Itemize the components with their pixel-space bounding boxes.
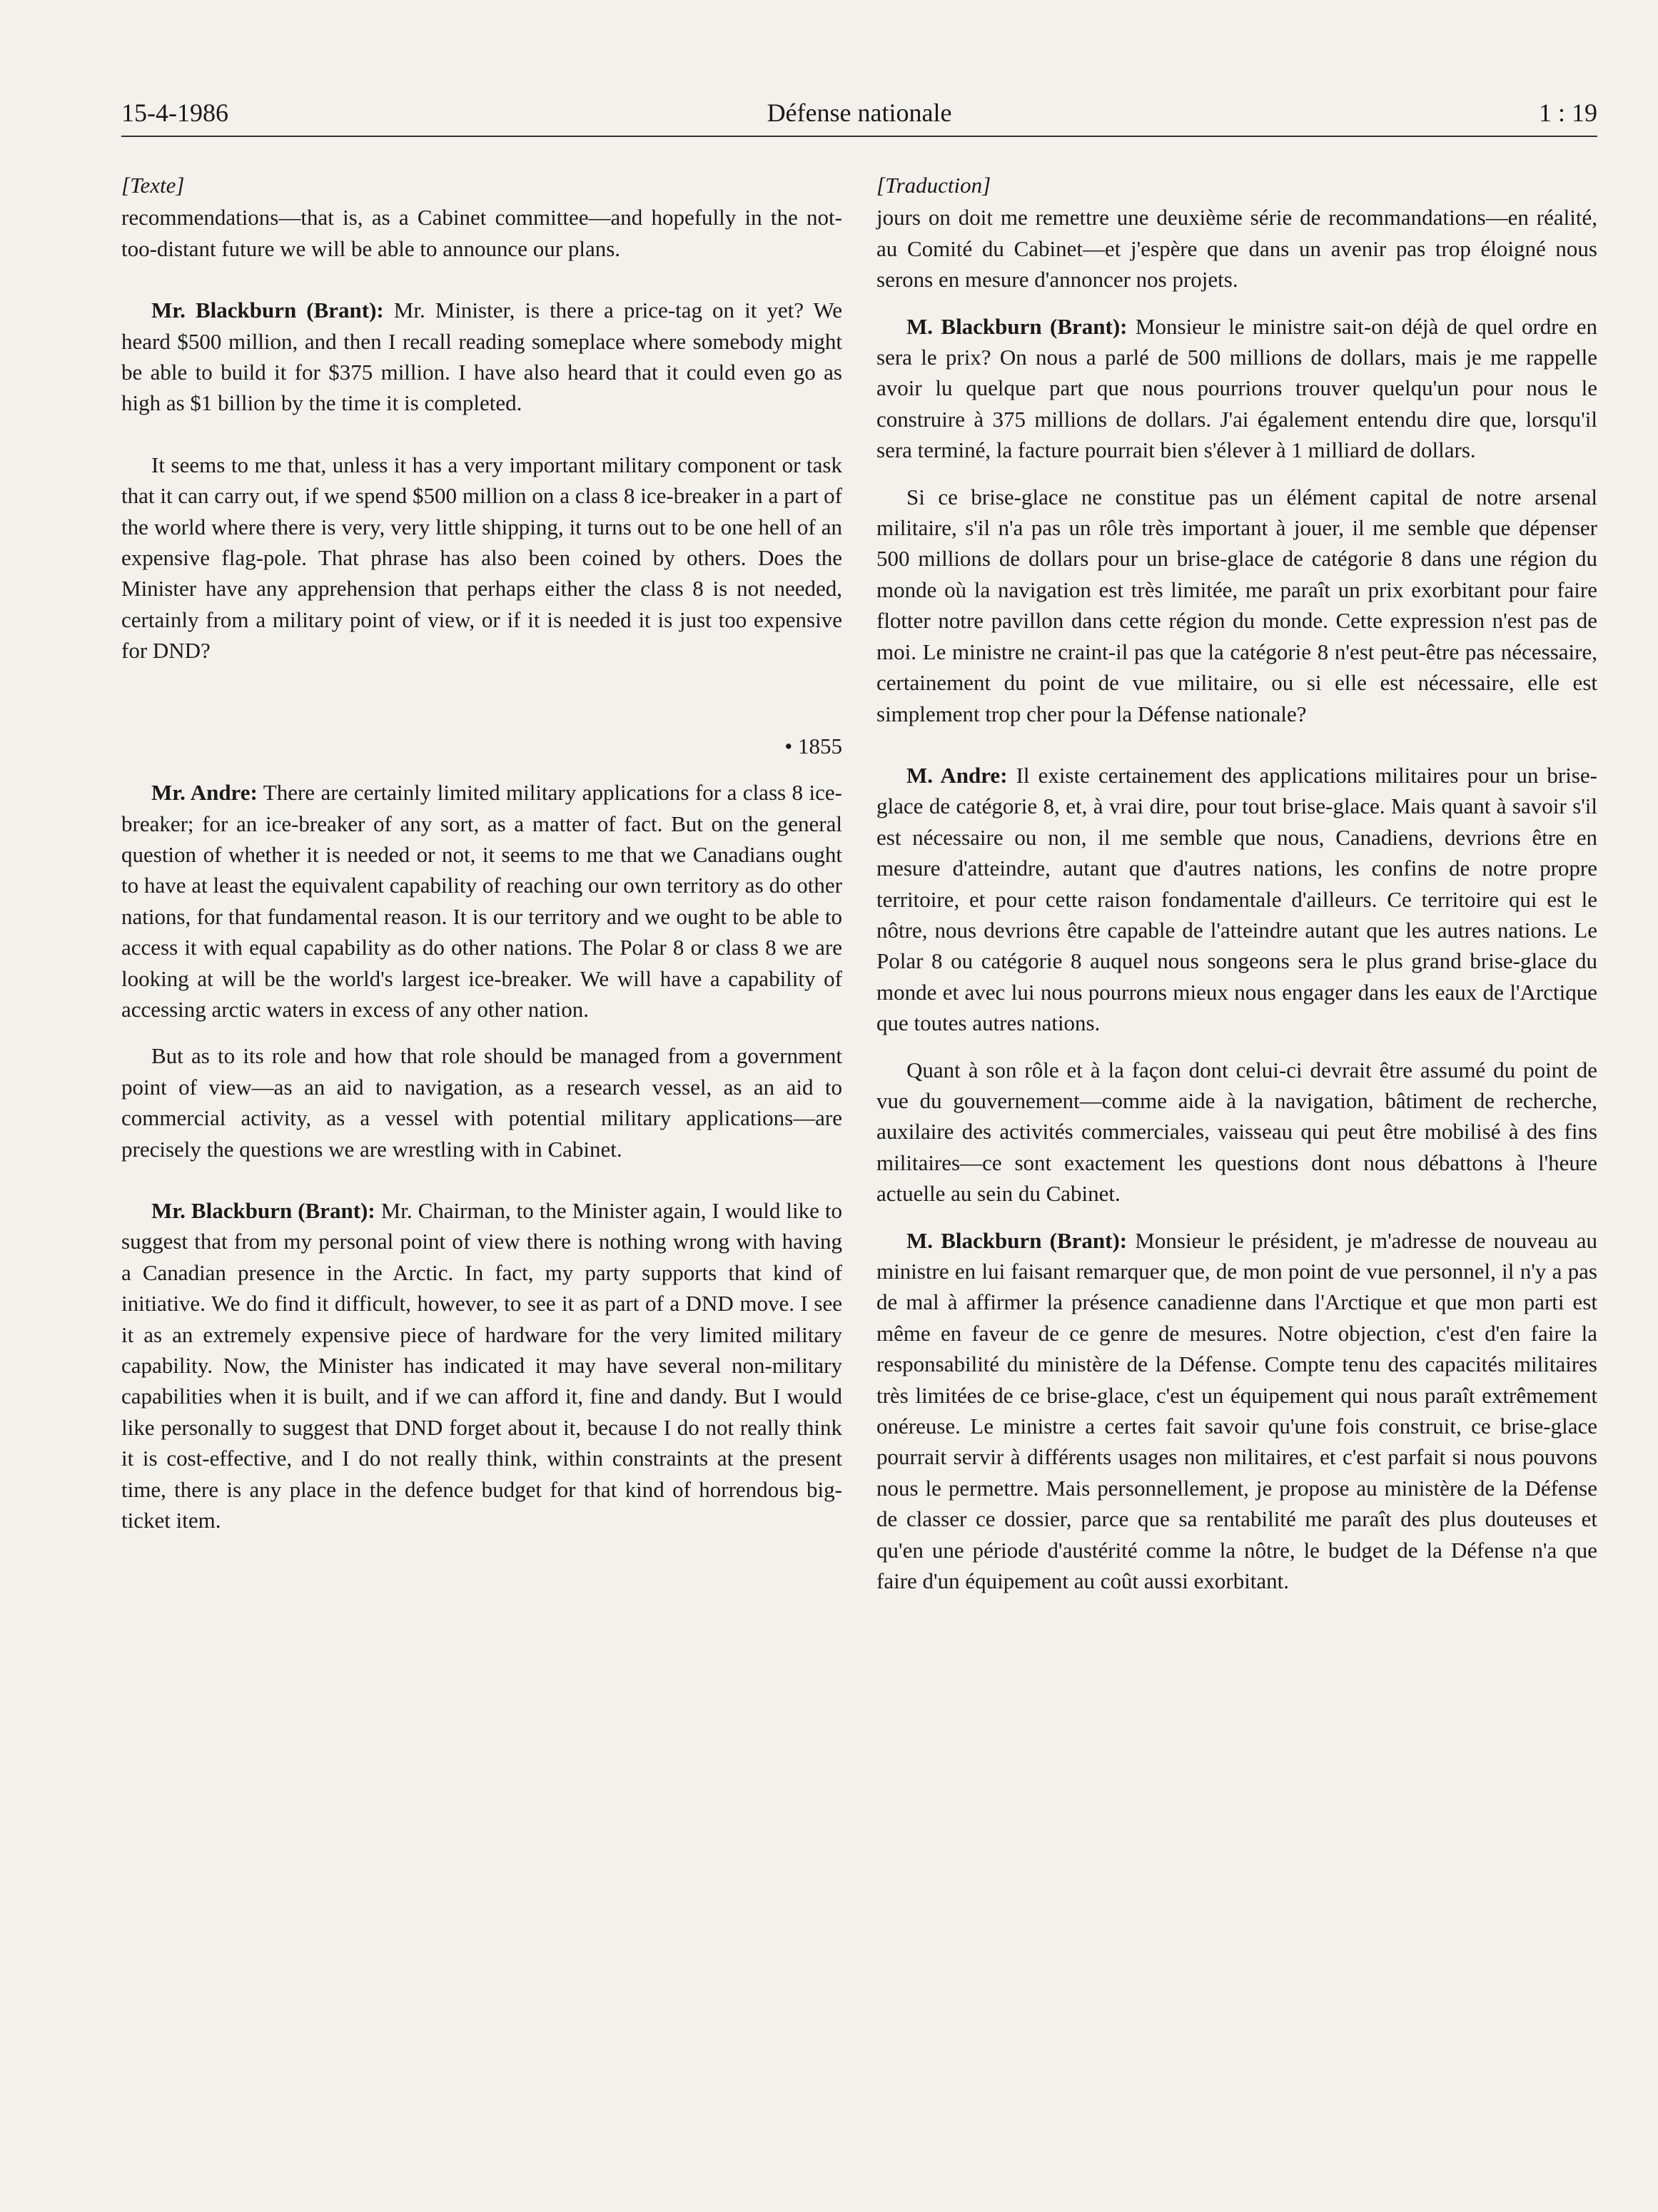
speech-text: There are certainly limited military applications for a class 8 ice-breaker; for an ice-breaker of any sort, as a matter of fact. But on the general question of whether it is needed or not, it seems to me that we Canadians ought to have at least the equivalent capability of reaching our own territory as do other nations, for that fundamental reason. It is our territory and we ought to be able to access it with equal capability as do other nations. The Polar 8 or class 8 we are looking at will be the world's largest ice-breaker. We will have a capability of accessing arctic waters in excess of any other nation. [121, 780, 842, 1022]
speech-text: Mr. Chairman, to the Minister again, I would like to suggest that from my personal point of view there is nothing wrong with having a Canadian presence in the Arctic. In fact, my party supports that kind of initiative. We do find it difficult, however, to see it as part of a DND move. I see it as an extremely expensive piece of hardware for the very limited military capability. Now, the Minister has indicated it may have several non-military capabilities when it is built, and if we can afford it, fine and dandy. But I would like personally to suggest that DND forget about it, because I do not really think it is cost-effective, and I do not really think, within constraints at the present time, there is any place in the defence budget for that kind of horrendous big-ticket item. [121, 1197, 842, 1533]
paragraph [876, 1225, 1597, 1597]
speaker-name: Mr. Andre: [151, 780, 258, 806]
speaker-name: Mr. Blackburn (Brant): [151, 298, 384, 323]
paragraph [876, 760, 1597, 1039]
header-date: 15-4-1986 [121, 98, 228, 127]
speech-text: Il existe certainement des applications militaires pour un brise-glace de catégorie 8, et, à vrai dire, pour tout brise-glace. Mais quant à savoir s'il est nécessaire ou non, il me semble que nous, Canadiens, devrions être en mesure d'atteindre, autant que d'autres nations, les confins de notre propre territoire, et pour cette raison fondamentale d'ailleurs. Ce territoire qui est le nôtre, nous devrions être capable de l'atteindre autant que les autres nations. Le Polar 8 ou catégorie 8 auquel nous songeons sera le plus grand brise-glace du monde et avec lui nous pourrons mieux nous engager dans les eaux de l'Arctique que toutes autres nations. [876, 762, 1597, 1036]
speech-text: Mr. Minister, is there a price-tag on it yet? We heard $500 million, and then I recall reading someplace where somebody might be able to build it for $375 million. I have also heard that it could even go as high as $1 billion by the time it is completed. [121, 298, 842, 416]
paragraph [121, 295, 842, 419]
paragraph [876, 311, 1597, 466]
paragraph: It seems to me that, unless it has a very important military component or task that it can carry out, if we spend $500 million on a class 8 ice-breaker in a part of the world where there is very, very little shipping, it turns out to be one hell of an expensive flag-pole. That phrase has also been coined by others. Does the Minister have any apprehension that perhaps either the class 8 is not needed, certainly from a military point of view, or if it is needed it is just too expensive for DND? [121, 452, 842, 664]
paragraph: But as to its role and how that role should be managed from a government point of view—as an aid to navigation, as a research vessel, as an aid to commercial activity, as a vessel with potential military applications—are precisely the questions we are wrestling with in Cabinet. [121, 1043, 842, 1162]
header-title: Défense nationale [767, 98, 952, 127]
speaker-name: Mr. Blackburn (Brant): [151, 1197, 375, 1223]
speech-text: Monsieur le ministre sait-on déjà de quel ordre en sera le prix? On nous a parlé de 500 millions de dollars, mais je me rappelle avoir lu quelque part que nous pourrions trouver quelqu'un pour nous le construire à 375 millions de dollars. J'ai également entendu dire que, lorsqu'il sera terminé, la facture pourrait bien s'élever à 1 milliard de dollars. [876, 313, 1598, 463]
english-column [121, 170, 842, 1536]
paragraph: Quant à son rôle et à la façon dont celui-ci devrait être assumé du point de vue du gouvernement—comme aide à la navigation, bâtiment de recherche, auxilaire des activités commerciales, vaisseau qui peut être mobilisé à des fins militaires—ce sont exactement les questions dont nous débattons à l'heure actuelle au sein du Cabinet. [876, 1057, 1597, 1207]
text-label: [Texte] [121, 173, 185, 198]
paragraph [121, 1195, 842, 1536]
speaker-name: M. Blackburn (Brant): [906, 1227, 1128, 1253]
paragraph [121, 777, 842, 1025]
paragraph: jours on doit me remettre une deuxième série de recommandations—en réalité, au Comité du Cabinet—et j'espère que dans un avenir pas trop éloigné nous serons en mesure d'annoncer nos projets. [876, 205, 1597, 293]
page-header [121, 94, 1597, 137]
header-page-number: 1 : 19 [1538, 98, 1597, 127]
speaker-name: M. Andre: [906, 762, 1008, 788]
french-column [876, 170, 1597, 1596]
speech-text: Monsieur le président, je m'adresse de nouveau au ministre en lui faisant remarquer que, de mon point de vue personnel, il n'y a pas de mal à affirmer la présence canadienne dans l'Arctique et que mon parti est même en faveur de ce genre de mesures. Notre objection, c'est d'en faire la responsabilité du ministère de la Défense. Compte tenu des capacités militaires très limitées de ce brise-glace, c'est un équipement qui nous paraît extrêmement onéreuse. Le ministre a certes fait savoir qu'une fois construit, ce brise-glace pourrait servir à différents usages non militaires, et c'est parfait si nous pouvons nous le permettre. Mais personnellement, je propose au ministère de la Défense de classer ce dossier, parce que sa rentabilité me paraît des plus douteuses et qu'en une période d'austérité comme la nôtre, le budget de la Défense n'a que faire d'un équipement au coût aussi exorbitant. [876, 1227, 1598, 1594]
paragraph: recommendations—that is, as a Cabinet committee—and hopefully in the not-too-distant future we will be able to announce our plans. [121, 205, 842, 261]
speaker-name: M. Blackburn (Brant): [906, 313, 1128, 339]
time-marker: • 1855 [784, 733, 842, 759]
paragraph: Si ce brise-glace ne constitue pas un élément capital de notre arsenal militaire, s'il n'a pas un rôle très important à jouer, il me semble que dépenser 500 millions de dollars pour un brise-glace de catégorie 8 dans une région du monde où la navigation est très limitée, me paraît un prix exorbitant pour faire flotter notre pavillon dans cette région du monde. Cette expression n'est pas de moi. Le ministre ne craint-il pas que la catégorie 8 n'est peut-être pas nécessaire, certainement du point de vue militaire, ou si elle est nécessaire, elle est simplement trop cher pour la Défense nationale? [876, 484, 1597, 726]
translation-label: [Traduction] [876, 173, 991, 198]
